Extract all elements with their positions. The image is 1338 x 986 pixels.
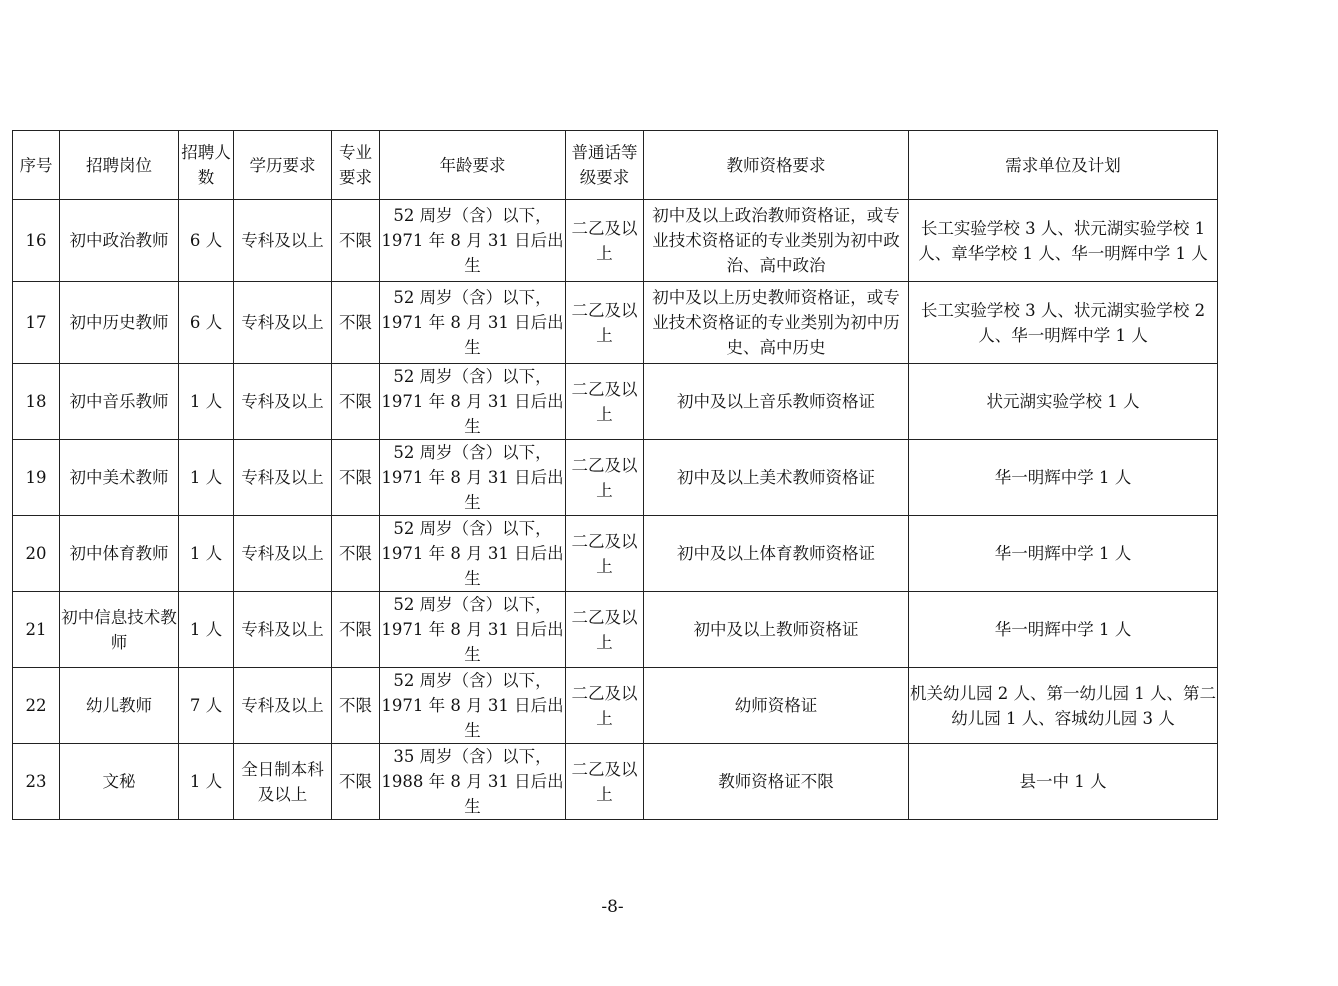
cell-seq: 19 [13, 440, 60, 516]
cell-qualification: 初中及以上音乐教师资格证 [644, 364, 909, 440]
cell-major: 不限 [332, 200, 380, 282]
cell-units: 状元湖实验学校 1 人 [909, 364, 1218, 440]
cell-education: 全日制本科及以上 [234, 744, 332, 820]
cell-units: 机关幼儿园 2 人、第一幼儿园 1 人、第二幼儿园 1 人、容城幼儿园 3 人 [909, 668, 1218, 744]
cell-position: 幼儿教师 [60, 668, 179, 744]
cell-mandarin: 二乙及以上 [566, 364, 644, 440]
cell-qualification: 初中及以上体育教师资格证 [644, 516, 909, 592]
header-qualification: 教师资格要求 [644, 131, 909, 200]
cell-units: 长工实验学校 3 人、状元湖实验学校 2 人、华一明辉中学 1 人 [909, 282, 1218, 364]
cell-position: 初中美术教师 [60, 440, 179, 516]
cell-qualification: 教师资格证不限 [644, 744, 909, 820]
cell-major: 不限 [332, 592, 380, 668]
cell-mandarin: 二乙及以上 [566, 200, 644, 282]
cell-seq: 21 [13, 592, 60, 668]
cell-education: 专科及以上 [234, 592, 332, 668]
cell-age: 52 周岁（含）以下，1971 年 8 月 31 日后出生 [380, 282, 566, 364]
cell-qualification: 初中及以上教师资格证 [644, 592, 909, 668]
header-education: 学历要求 [234, 131, 332, 200]
table-row [13, 668, 1218, 744]
cell-count: 1 人 [179, 440, 234, 516]
cell-count: 6 人 [179, 282, 234, 364]
cell-count: 1 人 [179, 744, 234, 820]
cell-major: 不限 [332, 282, 380, 364]
cell-age: 35 周岁（含）以下，1988 年 8 月 31 日后出生 [380, 744, 566, 820]
cell-qualification: 幼师资格证 [644, 668, 909, 744]
cell-age: 52 周岁（含）以下，1971 年 8 月 31 日后出生 [380, 592, 566, 668]
cell-mandarin: 二乙及以上 [566, 744, 644, 820]
header-count: 招聘人数 [179, 131, 234, 200]
cell-major: 不限 [332, 440, 380, 516]
cell-qualification: 初中及以上政治教师资格证，或专业技术资格证的专业类别为初中政治、高中政治 [644, 200, 909, 282]
header-seq: 序号 [13, 131, 60, 200]
header-mandarin: 普通话等级要求 [566, 131, 644, 200]
header-age: 年龄要求 [380, 131, 566, 200]
cell-seq: 23 [13, 744, 60, 820]
cell-major: 不限 [332, 364, 380, 440]
cell-units: 县一中 1 人 [909, 744, 1218, 820]
cell-count: 1 人 [179, 592, 234, 668]
cell-seq: 17 [13, 282, 60, 364]
cell-position: 初中历史教师 [60, 282, 179, 364]
table-row [13, 516, 1218, 592]
cell-units: 长工实验学校 3 人、状元湖实验学校 1 人、章华学校 1 人、华一明辉中学 1 人 [909, 200, 1218, 282]
cell-mandarin: 二乙及以上 [566, 282, 644, 364]
cell-count: 1 人 [179, 516, 234, 592]
cell-education: 专科及以上 [234, 364, 332, 440]
cell-major: 不限 [332, 516, 380, 592]
cell-education: 专科及以上 [234, 200, 332, 282]
cell-age: 52 周岁（含）以下，1971 年 8 月 31 日后出生 [380, 668, 566, 744]
table-row [13, 744, 1218, 820]
table-row [13, 200, 1218, 282]
cell-education: 专科及以上 [234, 516, 332, 592]
cell-mandarin: 二乙及以上 [566, 440, 644, 516]
cell-education: 专科及以上 [234, 668, 332, 744]
table-row [13, 282, 1218, 364]
cell-mandarin: 二乙及以上 [566, 592, 644, 668]
cell-seq: 22 [13, 668, 60, 744]
cell-age: 52 周岁（含）以下，1971 年 8 月 31 日后出生 [380, 516, 566, 592]
table-row [13, 364, 1218, 440]
cell-age: 52 周岁（含）以下，1971 年 8 月 31 日后出生 [380, 440, 566, 516]
cell-units: 华一明辉中学 1 人 [909, 516, 1218, 592]
cell-age: 52 周岁（含）以下，1971 年 8 月 31 日后出生 [380, 200, 566, 282]
cell-qualification: 初中及以上美术教师资格证 [644, 440, 909, 516]
cell-units: 华一明辉中学 1 人 [909, 440, 1218, 516]
cell-age: 52 周岁（含）以下，1971 年 8 月 31 日后出生 [380, 364, 566, 440]
cell-mandarin: 二乙及以上 [566, 668, 644, 744]
cell-seq: 20 [13, 516, 60, 592]
cell-education: 专科及以上 [234, 282, 332, 364]
cell-count: 7 人 [179, 668, 234, 744]
header-major: 专业要求 [332, 131, 380, 200]
cell-qualification: 初中及以上历史教师资格证，或专业技术资格证的专业类别为初中历史、高中历史 [644, 282, 909, 364]
cell-count: 6 人 [179, 200, 234, 282]
cell-seq: 18 [13, 364, 60, 440]
cell-position: 文秘 [60, 744, 179, 820]
header-units: 需求单位及计划 [909, 131, 1218, 200]
cell-units: 华一明辉中学 1 人 [909, 592, 1218, 668]
cell-position: 初中体育教师 [60, 516, 179, 592]
cell-position: 初中信息技术教师 [60, 592, 179, 668]
cell-seq: 16 [13, 200, 60, 282]
cell-position: 初中音乐教师 [60, 364, 179, 440]
cell-mandarin: 二乙及以上 [566, 516, 644, 592]
header-row [13, 131, 1218, 200]
table-row [13, 440, 1218, 516]
cell-education: 专科及以上 [234, 440, 332, 516]
cell-position: 初中政治教师 [60, 200, 179, 282]
cell-count: 1 人 [179, 364, 234, 440]
recruitment-table [12, 130, 1218, 820]
cell-major: 不限 [332, 668, 380, 744]
header-position: 招聘岗位 [60, 131, 179, 200]
page-number: -8- [601, 897, 624, 917]
cell-major: 不限 [332, 744, 380, 820]
table-row [13, 592, 1218, 668]
